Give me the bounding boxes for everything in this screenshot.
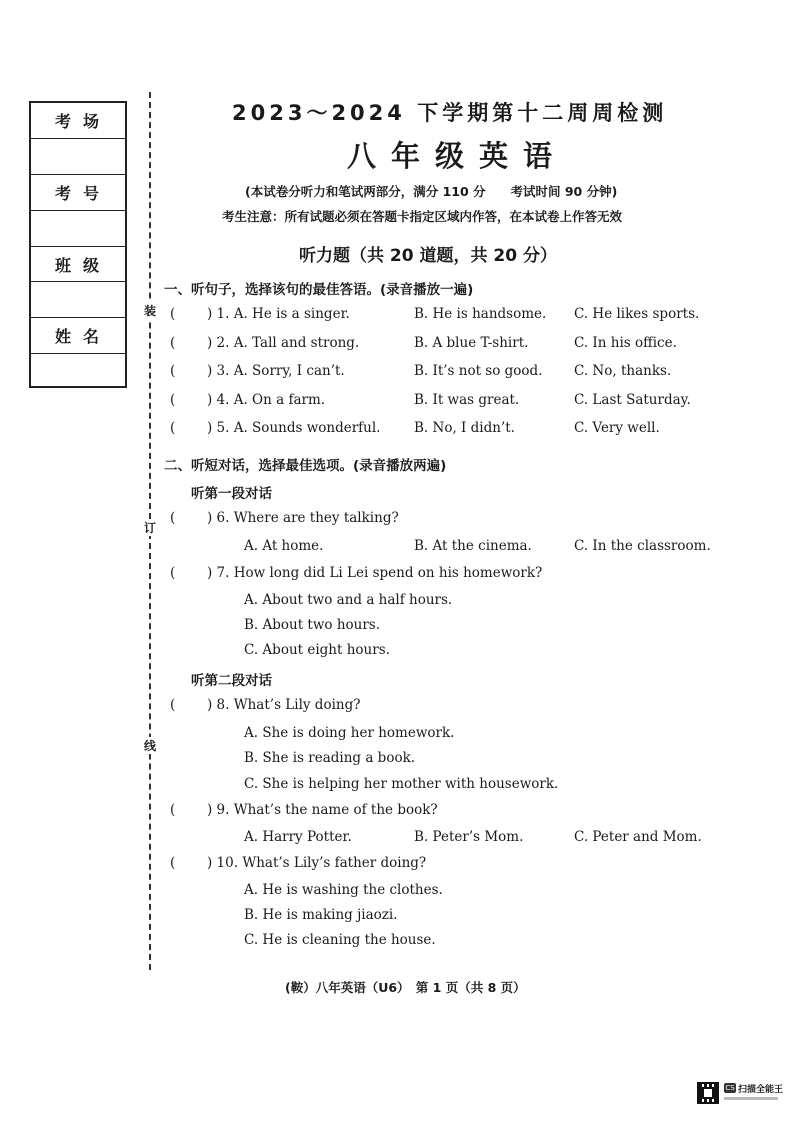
q7-option-b: B. About two hours. — [244, 617, 381, 633]
q4-option-a: ) 4. A. On a farm. — [207, 392, 326, 408]
q8-option-b: B. She is reading a book. — [244, 750, 416, 766]
scanner-watermark-subline — [724, 1097, 778, 1100]
q9-stem: ) 9. What’s the name of the book? — [207, 802, 438, 818]
q10-option-c: C. He is cleaning the house. — [244, 932, 436, 948]
q9-option-b: B. Peter’s Mom. — [414, 829, 524, 845]
q8-option-c: C. She is helping her mother with housework. — [244, 776, 559, 792]
student-info-box — [29, 101, 127, 388]
name-field[interactable] — [31, 354, 125, 390]
exam-room-label: 考场 — [31, 103, 125, 139]
q7-option-c: C. About eight hours. — [244, 642, 390, 658]
q5-option-c: C. Very well. — [574, 420, 660, 436]
answer-paren[interactable]: ( — [170, 420, 176, 436]
q9-option-a: A. Harry Potter. — [244, 829, 352, 845]
exam-number-label: 考号 — [31, 175, 125, 211]
page-footer: (鞍）八年英语（U6） 第 1 页（共 8 页） — [285, 980, 526, 995]
q2-option-c: C. In his office. — [574, 335, 677, 351]
exam-room-field[interactable] — [31, 139, 125, 175]
qr-code-icon — [697, 1082, 719, 1104]
answer-paren[interactable]: ( — [170, 565, 176, 581]
binding-mark-xian: 线 — [143, 739, 156, 753]
q10-stem: ) 10. What’s Lily’s father doing? — [207, 855, 427, 871]
answer-paren[interactable]: ( — [170, 392, 176, 408]
camscanner-logo-icon: CS — [725, 1084, 735, 1092]
q9-option-c: C. Peter and Mom. — [574, 829, 702, 845]
binding-mark-ding: 订 — [143, 521, 156, 535]
scanner-watermark: 扫描全能王 — [738, 1085, 784, 1095]
q6-option-c: C. In the classroom. — [574, 538, 711, 554]
q3-option-c: C. No, thanks. — [574, 363, 672, 379]
answer-paren[interactable]: ( — [170, 306, 176, 322]
q10-option-b: B. He is making jiaozi. — [244, 907, 398, 923]
answer-paren[interactable]: ( — [170, 802, 176, 818]
part1-heading: 一、听句子，选择该句的最佳答语。(录音播放一遍) — [164, 282, 474, 298]
q6-stem: ) 6. Where are they talking? — [207, 510, 399, 526]
exam-warning: 考生注意：所有试题必须在答题卡指定区域内作答，在本试卷上作答无效 — [222, 209, 623, 224]
exam-number-field[interactable] — [31, 211, 125, 247]
class-field[interactable] — [31, 282, 125, 318]
answer-paren[interactable]: ( — [170, 855, 176, 871]
q2-option-a: ) 2. A. Tall and strong. — [207, 335, 360, 351]
name-label: 姓名 — [31, 318, 125, 354]
dialog1-heading: 听第一段对话 — [191, 486, 272, 502]
class-label: 班级 — [31, 247, 125, 283]
listening-section-title: 听力题（共 20 道题，共 20 分） — [299, 246, 557, 266]
q1-option-c: C. He likes sports. — [574, 306, 700, 322]
q5-option-a: ) 5. A. Sounds wonderful. — [207, 420, 381, 436]
q2-option-b: B. A blue T-shirt. — [414, 335, 529, 351]
q6-option-a: A. At home. — [244, 538, 324, 554]
q3-option-b: B. It’s not so good. — [414, 363, 543, 379]
part2-heading: 二、听短对话，选择最佳选项。(录音播放两遍) — [164, 458, 447, 474]
q7-stem: ) 7. How long did Li Lei spend on his homework? — [207, 565, 543, 581]
q1-option-a: ) 1. A. He is a singer. — [207, 306, 350, 322]
q5-option-b: B. No, I didn’t. — [414, 420, 515, 436]
q10-option-a: A. He is washing the clothes. — [244, 882, 443, 898]
q8-stem: ) 8. What’s Lily doing? — [207, 697, 361, 713]
answer-paren[interactable]: ( — [170, 510, 176, 526]
binding-mark-zhuang: 装 — [143, 304, 156, 318]
subject-title: 八年级英语 — [347, 139, 568, 173]
answer-paren[interactable]: ( — [170, 335, 176, 351]
q1-option-b: B. He is handsome. — [414, 306, 547, 322]
exam-note: (本试卷分听力和笔试两部分，满分 110 分 考试时间 90 分钟) — [245, 184, 618, 199]
dialog2-heading: 听第二段对话 — [191, 673, 272, 689]
q4-option-c: C. Last Saturday. — [574, 392, 691, 408]
q6-option-b: B. At the cinema. — [414, 538, 532, 554]
q4-option-b: B. It was great. — [414, 392, 520, 408]
answer-paren[interactable]: ( — [170, 363, 176, 379]
q7-option-a: A. About two and a half hours. — [244, 592, 453, 608]
answer-paren[interactable]: ( — [170, 697, 176, 713]
exam-title: 2023～2024 下学期第十二周周检测 — [232, 101, 668, 125]
q8-option-a: A. She is doing her homework. — [244, 725, 455, 741]
q3-option-a: ) 3. A. Sorry, I can’t. — [207, 363, 345, 379]
